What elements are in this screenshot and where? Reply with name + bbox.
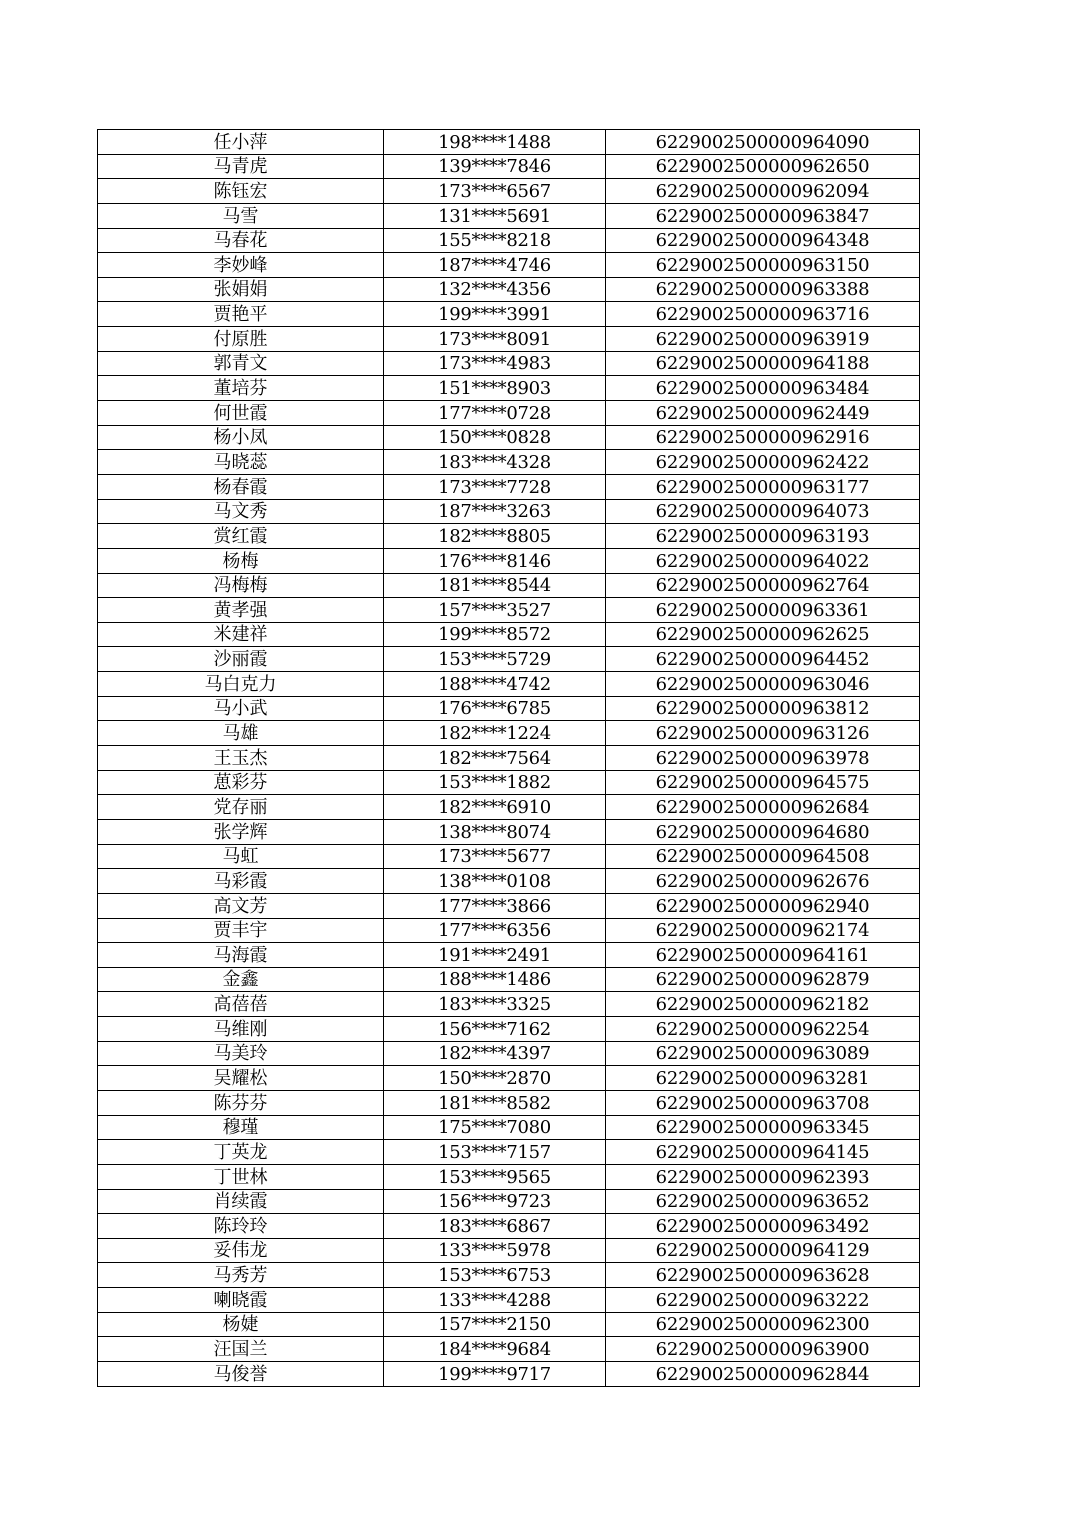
name-cell: 马雪 — [98, 203, 384, 228]
card-number-cell: 6229002500000964452 — [606, 647, 920, 672]
card-number-cell: 6229002500000962422 — [606, 450, 920, 475]
name-cell: 马美玲 — [98, 1041, 384, 1066]
phone-cell: 187****4746 — [384, 253, 606, 278]
phone-cell: 177****0728 — [384, 401, 606, 426]
name-cell: 米建祥 — [98, 622, 384, 647]
table-row — [98, 401, 920, 426]
phone-cell: 173****6567 — [384, 179, 606, 204]
name-cell: 葸彩芬 — [98, 770, 384, 795]
phone-cell: 173****5677 — [384, 844, 606, 869]
table-row — [98, 130, 920, 155]
table-row — [98, 351, 920, 376]
table-row — [98, 844, 920, 869]
card-number-cell: 6229002500000963177 — [606, 474, 920, 499]
name-cell: 马彩霞 — [98, 869, 384, 894]
phone-cell: 182****7564 — [384, 746, 606, 771]
table-row — [98, 1115, 920, 1140]
table-row — [98, 819, 920, 844]
phone-cell: 153****1882 — [384, 770, 606, 795]
name-cell: 马晓蕊 — [98, 450, 384, 475]
card-number-cell: 6229002500000963193 — [606, 524, 920, 549]
card-number-cell: 6229002500000964129 — [606, 1238, 920, 1263]
name-cell: 董培芬 — [98, 376, 384, 401]
phone-cell: 153****6753 — [384, 1263, 606, 1288]
phone-cell: 156****7162 — [384, 1017, 606, 1042]
card-number-cell: 6229002500000964161 — [606, 943, 920, 968]
phone-cell: 138****0108 — [384, 869, 606, 894]
table-row — [98, 425, 920, 450]
table-row — [98, 1214, 920, 1239]
name-cell: 马雄 — [98, 721, 384, 746]
name-cell: 任小萍 — [98, 130, 384, 155]
card-number-cell: 6229002500000963919 — [606, 327, 920, 352]
card-number-cell: 6229002500000962254 — [606, 1017, 920, 1042]
name-cell: 高文芳 — [98, 893, 384, 918]
card-number-cell: 6229002500000962625 — [606, 622, 920, 647]
phone-cell: 150****2870 — [384, 1066, 606, 1091]
card-number-cell: 6229002500000962094 — [606, 179, 920, 204]
card-number-cell: 6229002500000963345 — [606, 1115, 920, 1140]
table-row — [98, 647, 920, 672]
card-number-cell: 6229002500000963388 — [606, 277, 920, 302]
phone-cell: 181****8582 — [384, 1090, 606, 1115]
card-number-cell: 6229002500000962182 — [606, 992, 920, 1017]
phone-cell: 153****5729 — [384, 647, 606, 672]
card-number-cell: 6229002500000963492 — [606, 1214, 920, 1239]
phone-cell: 133****4288 — [384, 1288, 606, 1313]
table-row — [98, 376, 920, 401]
card-number-cell: 6229002500000964508 — [606, 844, 920, 869]
card-number-cell: 6229002500000963628 — [606, 1263, 920, 1288]
name-cell: 马维刚 — [98, 1017, 384, 1042]
table-row — [98, 943, 920, 968]
card-number-cell: 6229002500000963812 — [606, 696, 920, 721]
phone-cell: 138****8074 — [384, 819, 606, 844]
table-row — [98, 179, 920, 204]
table-row — [98, 893, 920, 918]
table-row — [98, 918, 920, 943]
card-number-cell: 6229002500000964145 — [606, 1140, 920, 1165]
card-number-cell: 6229002500000964022 — [606, 548, 920, 573]
name-cell: 高蓓蓓 — [98, 992, 384, 1017]
table-row — [98, 154, 920, 179]
table-row — [98, 1238, 920, 1263]
name-cell: 付原胜 — [98, 327, 384, 352]
card-number-cell: 6229002500000962684 — [606, 795, 920, 820]
name-cell: 马俊誉 — [98, 1362, 384, 1387]
name-cell: 冯梅梅 — [98, 573, 384, 598]
card-number-cell: 6229002500000963150 — [606, 253, 920, 278]
name-cell: 张学辉 — [98, 819, 384, 844]
phone-cell: 133****5978 — [384, 1238, 606, 1263]
card-number-cell: 6229002500000962174 — [606, 918, 920, 943]
name-cell: 张娟娟 — [98, 277, 384, 302]
card-number-cell: 6229002500000963978 — [606, 746, 920, 771]
card-number-cell: 6229002500000963652 — [606, 1189, 920, 1214]
phone-cell: 188****1486 — [384, 967, 606, 992]
table-row — [98, 1189, 920, 1214]
name-cell: 贾艳平 — [98, 302, 384, 327]
name-cell: 杨梅 — [98, 548, 384, 573]
card-number-cell: 6229002500000964575 — [606, 770, 920, 795]
name-cell: 陈玲玲 — [98, 1214, 384, 1239]
table-row — [98, 696, 920, 721]
table-row — [98, 302, 920, 327]
card-number-cell: 6229002500000964073 — [606, 499, 920, 524]
card-number-cell: 6229002500000962300 — [606, 1312, 920, 1337]
phone-cell: 157****3527 — [384, 598, 606, 623]
name-cell: 赏红霞 — [98, 524, 384, 549]
phone-cell: 157****2150 — [384, 1312, 606, 1337]
card-number-cell: 6229002500000964680 — [606, 819, 920, 844]
phone-cell: 173****7728 — [384, 474, 606, 499]
table-row — [98, 992, 920, 1017]
name-cell: 肖续霞 — [98, 1189, 384, 1214]
table-row — [98, 1288, 920, 1313]
card-number-cell: 6229002500000962676 — [606, 869, 920, 894]
phone-cell: 198****1488 — [384, 130, 606, 155]
card-number-cell: 6229002500000963900 — [606, 1337, 920, 1362]
card-number-cell: 6229002500000963281 — [606, 1066, 920, 1091]
name-cell: 陈芬芬 — [98, 1090, 384, 1115]
card-number-cell: 6229002500000963847 — [606, 203, 920, 228]
table-row — [98, 1312, 920, 1337]
phone-cell: 177****6356 — [384, 918, 606, 943]
phone-cell: 131****5691 — [384, 203, 606, 228]
phone-cell: 187****3263 — [384, 499, 606, 524]
card-number-cell: 6229002500000962844 — [606, 1362, 920, 1387]
name-cell: 杨小凤 — [98, 425, 384, 450]
phone-cell: 199****3991 — [384, 302, 606, 327]
card-number-cell: 6229002500000963361 — [606, 598, 920, 623]
table-body — [98, 130, 920, 1387]
table-row — [98, 1041, 920, 1066]
phone-cell: 184****9684 — [384, 1337, 606, 1362]
phone-cell: 182****8805 — [384, 524, 606, 549]
phone-cell: 153****7157 — [384, 1140, 606, 1165]
name-cell: 马文秀 — [98, 499, 384, 524]
table-row — [98, 622, 920, 647]
name-cell: 金鑫 — [98, 967, 384, 992]
card-number-cell: 6229002500000962764 — [606, 573, 920, 598]
phone-cell: 183****6867 — [384, 1214, 606, 1239]
table-row — [98, 598, 920, 623]
phone-cell: 175****7080 — [384, 1115, 606, 1140]
name-cell: 妥伟龙 — [98, 1238, 384, 1263]
name-cell: 王玉杰 — [98, 746, 384, 771]
card-number-cell: 6229002500000962879 — [606, 967, 920, 992]
table-row — [98, 1164, 920, 1189]
card-number-cell: 6229002500000964348 — [606, 228, 920, 253]
card-number-cell: 6229002500000962916 — [606, 425, 920, 450]
beneficiary-table — [97, 129, 920, 1387]
name-cell: 杨春霞 — [98, 474, 384, 499]
table-row — [98, 1066, 920, 1091]
name-cell: 何世霞 — [98, 401, 384, 426]
table-row — [98, 1337, 920, 1362]
name-cell: 沙丽霞 — [98, 647, 384, 672]
card-number-cell: 6229002500000964090 — [606, 130, 920, 155]
card-number-cell: 6229002500000964188 — [606, 351, 920, 376]
name-cell: 马青虎 — [98, 154, 384, 179]
table-row — [98, 869, 920, 894]
table-row — [98, 1090, 920, 1115]
name-cell: 丁英龙 — [98, 1140, 384, 1165]
card-number-cell: 6229002500000963089 — [606, 1041, 920, 1066]
phone-cell: 173****8091 — [384, 327, 606, 352]
table-row — [98, 721, 920, 746]
name-cell: 丁世林 — [98, 1164, 384, 1189]
card-number-cell: 6229002500000962650 — [606, 154, 920, 179]
name-cell: 黄孝强 — [98, 598, 384, 623]
table-row — [98, 203, 920, 228]
phone-cell: 173****4983 — [384, 351, 606, 376]
name-cell: 马虹 — [98, 844, 384, 869]
table-row — [98, 524, 920, 549]
phone-cell: 181****8544 — [384, 573, 606, 598]
phone-cell: 182****6910 — [384, 795, 606, 820]
table-row — [98, 228, 920, 253]
table-row — [98, 277, 920, 302]
phone-cell: 191****2491 — [384, 943, 606, 968]
phone-cell: 182****1224 — [384, 721, 606, 746]
table-row — [98, 573, 920, 598]
table-row — [98, 474, 920, 499]
phone-cell: 177****3866 — [384, 893, 606, 918]
name-cell: 党存丽 — [98, 795, 384, 820]
name-cell: 马白克力 — [98, 672, 384, 697]
table-row — [98, 672, 920, 697]
table-row — [98, 327, 920, 352]
phone-cell: 176****6785 — [384, 696, 606, 721]
name-cell: 李妙峰 — [98, 253, 384, 278]
name-cell: 贾丰宇 — [98, 918, 384, 943]
card-number-cell: 6229002500000963046 — [606, 672, 920, 697]
name-cell: 喇晓霞 — [98, 1288, 384, 1313]
phone-cell: 153****9565 — [384, 1164, 606, 1189]
phone-cell: 156****9723 — [384, 1189, 606, 1214]
name-cell: 穆瑾 — [98, 1115, 384, 1140]
name-cell: 汪国兰 — [98, 1337, 384, 1362]
name-cell: 马春花 — [98, 228, 384, 253]
name-cell: 陈钰宏 — [98, 179, 384, 204]
table-row — [98, 746, 920, 771]
table-row — [98, 253, 920, 278]
phone-cell: 183****3325 — [384, 992, 606, 1017]
phone-cell: 182****4397 — [384, 1041, 606, 1066]
table-row — [98, 499, 920, 524]
phone-cell: 199****8572 — [384, 622, 606, 647]
card-number-cell: 6229002500000962449 — [606, 401, 920, 426]
phone-cell: 183****4328 — [384, 450, 606, 475]
table-row — [98, 450, 920, 475]
card-number-cell: 6229002500000962940 — [606, 893, 920, 918]
phone-cell: 150****0828 — [384, 425, 606, 450]
card-number-cell: 6229002500000963716 — [606, 302, 920, 327]
card-number-cell: 6229002500000963708 — [606, 1090, 920, 1115]
card-number-cell: 6229002500000963222 — [606, 1288, 920, 1313]
table-row — [98, 1017, 920, 1042]
card-number-cell: 6229002500000963126 — [606, 721, 920, 746]
table-row — [98, 1263, 920, 1288]
phone-cell: 176****8146 — [384, 548, 606, 573]
phone-cell: 132****4356 — [384, 277, 606, 302]
name-cell: 吴耀松 — [98, 1066, 384, 1091]
name-cell: 马秀芳 — [98, 1263, 384, 1288]
name-cell: 马海霞 — [98, 943, 384, 968]
phone-cell: 188****4742 — [384, 672, 606, 697]
table-row — [98, 795, 920, 820]
name-cell: 郭青文 — [98, 351, 384, 376]
phone-cell: 155****8218 — [384, 228, 606, 253]
phone-cell: 151****8903 — [384, 376, 606, 401]
phone-cell: 199****9717 — [384, 1362, 606, 1387]
table-row — [98, 967, 920, 992]
table-row — [98, 1140, 920, 1165]
card-number-cell: 6229002500000963484 — [606, 376, 920, 401]
table-row — [98, 770, 920, 795]
table-row — [98, 1362, 920, 1387]
table-row — [98, 548, 920, 573]
name-cell: 马小武 — [98, 696, 384, 721]
name-cell: 杨婕 — [98, 1312, 384, 1337]
card-number-cell: 6229002500000962393 — [606, 1164, 920, 1189]
phone-cell: 139****7846 — [384, 154, 606, 179]
